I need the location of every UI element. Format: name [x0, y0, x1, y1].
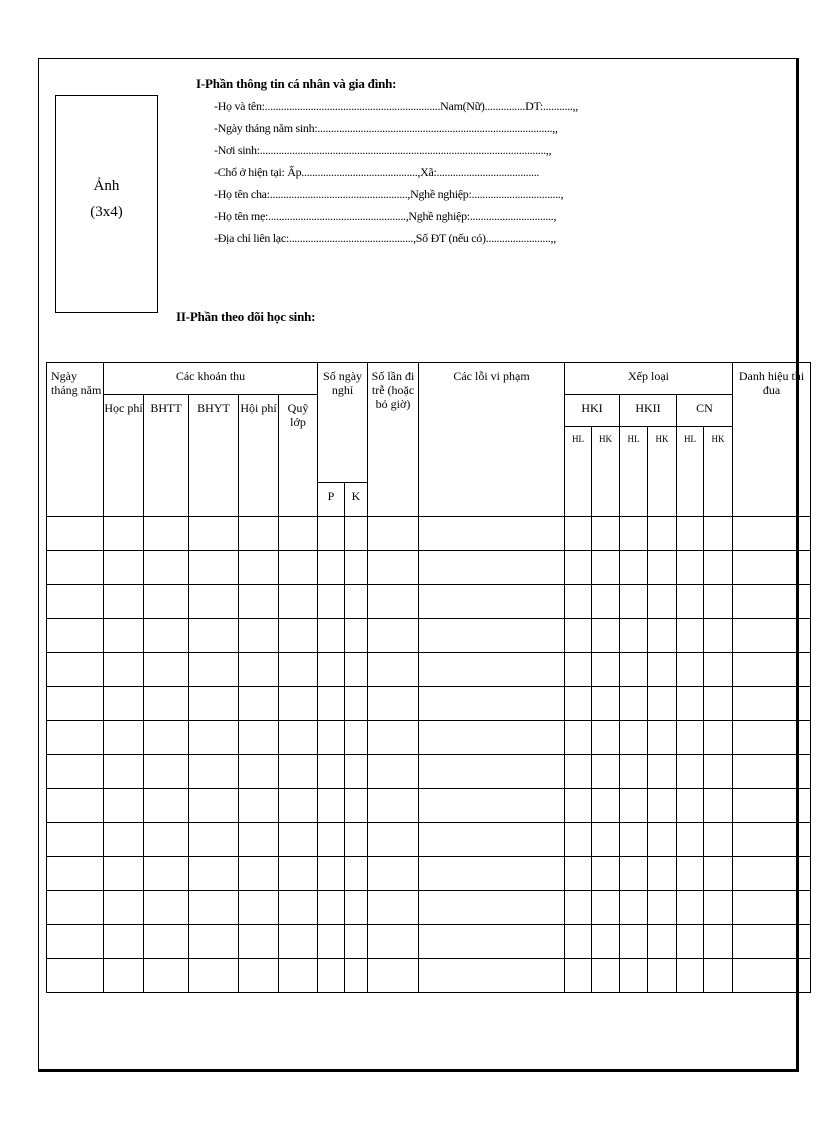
header-fee-assoc: Hội phí [239, 395, 279, 517]
table-cell[interactable] [104, 517, 144, 551]
table-cell[interactable] [345, 721, 368, 755]
table-cell[interactable] [733, 687, 811, 721]
table-cell[interactable] [279, 891, 318, 925]
table-cell[interactable] [345, 857, 368, 891]
table-cell[interactable] [648, 789, 677, 823]
table-cell[interactable] [279, 823, 318, 857]
info-line-address: -Chổ ở hiện tại: Ấp...........................................,Xã:...................................... [214, 165, 540, 179]
table-cell[interactable] [733, 925, 811, 959]
table-cell[interactable] [104, 687, 144, 721]
table-cell[interactable] [620, 789, 648, 823]
table-cell[interactable] [189, 687, 239, 721]
table-cell[interactable] [144, 891, 189, 925]
info-line-father: -Họ tên cha:...................................................,Nghề nghiệp:................................., [214, 187, 564, 201]
header-sub-hk: HK [592, 427, 620, 517]
header-sub-hk: HK [648, 427, 677, 517]
table-cell[interactable] [104, 857, 144, 891]
table-cell[interactable] [704, 653, 733, 687]
table-cell[interactable] [104, 653, 144, 687]
table-cell[interactable] [189, 585, 239, 619]
table-cell[interactable] [704, 891, 733, 925]
table-cell[interactable] [318, 619, 345, 653]
table-cell[interactable] [279, 687, 318, 721]
table-cell[interactable] [318, 925, 345, 959]
table-cell[interactable] [144, 687, 189, 721]
table-cell[interactable] [368, 959, 419, 993]
table-cell[interactable] [677, 585, 704, 619]
table-cell[interactable] [419, 619, 565, 653]
header-rank: Xếp loại [565, 363, 733, 395]
table-cell[interactable] [368, 891, 419, 925]
header-absent-k: K [345, 483, 368, 517]
table-cell[interactable] [189, 721, 239, 755]
table-cell[interactable] [104, 925, 144, 959]
table-cell[interactable] [648, 585, 677, 619]
table-cell[interactable] [592, 551, 620, 585]
table-cell[interactable] [239, 857, 279, 891]
table-cell[interactable] [733, 755, 811, 789]
table-cell[interactable] [565, 517, 592, 551]
table-cell[interactable] [620, 925, 648, 959]
table-cell[interactable] [279, 755, 318, 789]
table-cell[interactable] [419, 925, 565, 959]
table-cell[interactable] [592, 585, 620, 619]
table-cell[interactable] [279, 653, 318, 687]
table-cell[interactable] [318, 891, 345, 925]
header-sub-hl: HL [620, 427, 648, 517]
table-cell[interactable] [47, 857, 104, 891]
table-cell[interactable] [104, 551, 144, 585]
table-cell[interactable] [592, 891, 620, 925]
table-cell[interactable] [620, 585, 648, 619]
tracking-table [46, 362, 811, 993]
table-cell[interactable] [677, 789, 704, 823]
table-cell[interactable] [239, 891, 279, 925]
table-cell[interactable] [368, 721, 419, 755]
table-cell[interactable] [318, 755, 345, 789]
table-cell[interactable] [345, 585, 368, 619]
table-cell[interactable] [144, 755, 189, 789]
table-cell[interactable] [565, 551, 592, 585]
table-cell[interactable] [733, 721, 811, 755]
table-cell[interactable] [620, 891, 648, 925]
table-cell[interactable] [704, 959, 733, 993]
table-row[interactable] [47, 925, 811, 959]
table-cell[interactable] [368, 585, 419, 619]
header-absent: Số ngày nghỉ [318, 363, 368, 483]
header-absent-p: P [318, 483, 345, 517]
table-row[interactable] [47, 823, 811, 857]
table-cell[interactable] [279, 959, 318, 993]
table-cell[interactable] [419, 551, 565, 585]
table-cell[interactable] [368, 687, 419, 721]
header-violations: Các lỗi vi phạm [419, 363, 565, 517]
table-cell[interactable] [345, 653, 368, 687]
table-cell[interactable] [318, 823, 345, 857]
table-cell[interactable] [318, 517, 345, 551]
table-cell[interactable] [318, 959, 345, 993]
table-cell[interactable] [189, 619, 239, 653]
table-cell[interactable] [677, 687, 704, 721]
table-cell[interactable] [279, 925, 318, 959]
table-cell[interactable] [733, 823, 811, 857]
table-cell[interactable] [189, 925, 239, 959]
table-cell[interactable] [419, 891, 565, 925]
table-cell[interactable] [144, 653, 189, 687]
table-cell[interactable] [565, 959, 592, 993]
table-cell[interactable] [368, 857, 419, 891]
table-cell[interactable] [368, 551, 419, 585]
table-cell[interactable] [648, 959, 677, 993]
table-cell[interactable] [565, 823, 592, 857]
table-cell[interactable] [189, 789, 239, 823]
table-cell[interactable] [592, 687, 620, 721]
header-date: Ngày tháng năm [47, 363, 104, 517]
table-cell[interactable] [419, 789, 565, 823]
section1-title: I-Phần thông tin cá nhân và gia đình: [196, 76, 397, 91]
table-cell[interactable] [345, 925, 368, 959]
header-fee-bhyt: BHYT [189, 395, 239, 517]
table-cell[interactable] [189, 551, 239, 585]
table-cell[interactable] [733, 517, 811, 551]
table-cell[interactable] [592, 721, 620, 755]
table-cell[interactable] [144, 619, 189, 653]
table-cell[interactable] [47, 925, 104, 959]
table-cell[interactable] [104, 721, 144, 755]
header-term-cn: CN [677, 395, 733, 427]
table-cell[interactable] [677, 721, 704, 755]
table-cell[interactable] [565, 721, 592, 755]
table-row[interactable] [47, 517, 811, 551]
header-sub-hk: HK [704, 427, 733, 517]
table-cell[interactable] [144, 585, 189, 619]
table-cell[interactable] [592, 653, 620, 687]
table-cell[interactable] [47, 789, 104, 823]
table-cell[interactable] [733, 585, 811, 619]
table-cell[interactable] [565, 653, 592, 687]
table-cell[interactable] [733, 551, 811, 585]
table-row[interactable] [47, 721, 811, 755]
table-row[interactable] [47, 653, 811, 687]
table-cell[interactable] [648, 823, 677, 857]
table-cell[interactable] [419, 653, 565, 687]
table-cell[interactable] [318, 551, 345, 585]
table-row[interactable] [47, 857, 811, 891]
table-cell[interactable] [345, 891, 368, 925]
table-row[interactable] [47, 687, 811, 721]
table-cell[interactable] [144, 517, 189, 551]
table-cell[interactable] [419, 517, 565, 551]
table-cell[interactable] [368, 823, 419, 857]
table-cell[interactable] [592, 789, 620, 823]
table-cell[interactable] [704, 857, 733, 891]
table-cell[interactable] [565, 925, 592, 959]
table-cell[interactable] [239, 687, 279, 721]
table-cell[interactable] [368, 925, 419, 959]
table-cell[interactable] [677, 891, 704, 925]
table-body [47, 517, 811, 993]
table-cell[interactable] [419, 585, 565, 619]
photo-box [55, 95, 158, 313]
table-cell[interactable] [592, 959, 620, 993]
table-cell[interactable] [47, 959, 104, 993]
table-row[interactable] [47, 619, 811, 653]
table-cell[interactable] [648, 653, 677, 687]
table-cell[interactable] [677, 959, 704, 993]
table-cell[interactable] [565, 857, 592, 891]
info-line-birthplace: -Nơi sinh:..........................................................................................................,, [214, 143, 552, 157]
table-row[interactable] [47, 959, 811, 993]
table-cell[interactable] [648, 517, 677, 551]
table-cell[interactable] [239, 585, 279, 619]
info-line-name: -Họ và tên:.................................................................Nam(Nữ)...............DT:...........,, [214, 99, 579, 113]
table-cell[interactable] [419, 823, 565, 857]
table-cell[interactable] [677, 551, 704, 585]
table-cell[interactable] [704, 619, 733, 653]
table-cell[interactable] [144, 823, 189, 857]
table-cell[interactable] [345, 755, 368, 789]
table-cell[interactable] [419, 959, 565, 993]
table-cell[interactable] [47, 755, 104, 789]
table-cell[interactable] [648, 755, 677, 789]
table-cell[interactable] [104, 585, 144, 619]
table-cell[interactable] [279, 789, 318, 823]
table-cell[interactable] [189, 823, 239, 857]
table-cell[interactable] [620, 517, 648, 551]
table-cell[interactable] [677, 619, 704, 653]
table-cell[interactable] [648, 857, 677, 891]
table-cell[interactable] [189, 755, 239, 789]
table-cell[interactable] [620, 823, 648, 857]
table-cell[interactable] [318, 585, 345, 619]
table-cell[interactable] [592, 857, 620, 891]
table-cell[interactable] [345, 551, 368, 585]
table-cell[interactable] [592, 823, 620, 857]
table-cell[interactable] [733, 857, 811, 891]
table-cell[interactable] [279, 585, 318, 619]
table-cell[interactable] [368, 789, 419, 823]
table-cell[interactable] [239, 925, 279, 959]
info-line-contact: -Địa chỉ liên lạc:..............................................,Số ĐT (nếu có)........................,, [214, 231, 556, 245]
table-cell[interactable] [677, 517, 704, 551]
table-cell[interactable] [677, 755, 704, 789]
table-cell[interactable] [704, 823, 733, 857]
header-term-hki: HKI [565, 395, 620, 427]
table-cell[interactable] [104, 789, 144, 823]
table-cell[interactable] [189, 959, 239, 993]
table-cell[interactable] [239, 959, 279, 993]
table-cell[interactable] [318, 857, 345, 891]
table-cell[interactable] [565, 789, 592, 823]
table-cell[interactable] [318, 721, 345, 755]
table-cell[interactable] [704, 687, 733, 721]
table-cell[interactable] [47, 891, 104, 925]
table-cell[interactable] [279, 619, 318, 653]
table-cell[interactable] [345, 823, 368, 857]
table-cell[interactable] [345, 789, 368, 823]
header-fee-tuition: Học phí [104, 395, 144, 517]
table-cell[interactable] [648, 721, 677, 755]
table-cell[interactable] [677, 857, 704, 891]
table-cell[interactable] [47, 551, 104, 585]
table-cell[interactable] [239, 721, 279, 755]
table-cell[interactable] [318, 687, 345, 721]
table-cell[interactable] [318, 653, 345, 687]
table-cell[interactable] [368, 653, 419, 687]
table-cell[interactable] [620, 721, 648, 755]
table-cell[interactable] [104, 755, 144, 789]
table-cell[interactable] [239, 755, 279, 789]
table-cell[interactable] [565, 755, 592, 789]
table-cell[interactable] [345, 517, 368, 551]
table-cell[interactable] [419, 687, 565, 721]
header-fee-class: Quỹ lớp [279, 395, 318, 517]
table-cell[interactable] [144, 857, 189, 891]
table-cell[interactable] [104, 619, 144, 653]
table-cell[interactable] [620, 653, 648, 687]
table-cell[interactable] [104, 959, 144, 993]
table-cell[interactable] [704, 517, 733, 551]
table-cell[interactable] [47, 585, 104, 619]
table-cell[interactable] [620, 619, 648, 653]
table-cell[interactable] [733, 789, 811, 823]
header-term-hkii: HKII [620, 395, 677, 427]
table-cell[interactable] [733, 891, 811, 925]
photo-label: Ảnh [93, 178, 120, 194]
table-cell[interactable] [677, 653, 704, 687]
table-cell[interactable] [648, 687, 677, 721]
table-cell[interactable] [620, 959, 648, 993]
table-cell[interactable] [677, 925, 704, 959]
table-row[interactable] [47, 551, 811, 585]
table-cell[interactable] [419, 755, 565, 789]
table-cell[interactable] [279, 721, 318, 755]
table-cell[interactable] [620, 687, 648, 721]
table-row[interactable] [47, 755, 811, 789]
table-cell[interactable] [345, 687, 368, 721]
table-cell[interactable] [704, 755, 733, 789]
table-cell[interactable] [648, 925, 677, 959]
table-cell[interactable] [47, 721, 104, 755]
table-cell[interactable] [677, 823, 704, 857]
table-cell[interactable] [733, 619, 811, 653]
header-sub-hl: HL [565, 427, 592, 517]
table-cell[interactable] [239, 551, 279, 585]
table-cell[interactable] [368, 517, 419, 551]
table-cell[interactable] [144, 551, 189, 585]
photo-size: (3x4) [90, 204, 123, 220]
table-cell[interactable] [704, 721, 733, 755]
table-cell[interactable] [704, 551, 733, 585]
table-cell[interactable] [279, 857, 318, 891]
table-cell[interactable] [239, 517, 279, 551]
table-cell[interactable] [239, 619, 279, 653]
table-row[interactable] [47, 789, 811, 823]
table-cell[interactable] [592, 517, 620, 551]
table-cell[interactable] [189, 857, 239, 891]
table-cell[interactable] [592, 925, 620, 959]
table-cell[interactable] [704, 925, 733, 959]
table-cell[interactable] [368, 755, 419, 789]
table-cell[interactable] [318, 789, 345, 823]
table-cell[interactable] [47, 517, 104, 551]
header-title: Danh hiệu thi đua [733, 363, 811, 517]
table-cell[interactable] [104, 891, 144, 925]
table-cell[interactable] [648, 551, 677, 585]
info-line-birthdate: -Ngày tháng năm sinh:.......................................................................................,, [214, 121, 558, 135]
table-cell[interactable] [733, 959, 811, 993]
table-cell[interactable] [419, 857, 565, 891]
table-row[interactable] [47, 891, 811, 925]
table-row[interactable] [47, 585, 811, 619]
table-cell[interactable] [565, 891, 592, 925]
table-cell[interactable] [648, 619, 677, 653]
table-cell[interactable] [345, 959, 368, 993]
table-cell[interactable] [565, 687, 592, 721]
table-cell[interactable] [47, 619, 104, 653]
table-cell[interactable] [239, 823, 279, 857]
header-late: Số lần đi trễ (hoặc bỏ giờ) [368, 363, 419, 517]
table-cell[interactable] [144, 789, 189, 823]
table-cell[interactable] [47, 653, 104, 687]
table-cell[interactable] [368, 619, 419, 653]
header-fees: Các khoản thu [104, 363, 318, 395]
table-cell[interactable] [239, 789, 279, 823]
table-cell[interactable] [592, 619, 620, 653]
table-cell[interactable] [592, 755, 620, 789]
section2-title: II-Phần theo dõi học sinh: [176, 309, 316, 324]
table-cell[interactable] [345, 619, 368, 653]
table-cell[interactable] [144, 925, 189, 959]
table-cell[interactable] [47, 687, 104, 721]
table-cell[interactable] [419, 721, 565, 755]
table-cell[interactable] [620, 755, 648, 789]
table-cell[interactable] [648, 891, 677, 925]
table-cell[interactable] [704, 585, 733, 619]
header-sub-hl: HL [677, 427, 704, 517]
table-cell[interactable] [189, 653, 239, 687]
table-cell[interactable] [620, 857, 648, 891]
table-cell[interactable] [47, 823, 104, 857]
table-cell[interactable] [565, 585, 592, 619]
table-cell[interactable] [189, 891, 239, 925]
table-cell[interactable] [704, 789, 733, 823]
table-cell[interactable] [733, 653, 811, 687]
table-cell[interactable] [279, 517, 318, 551]
table-cell[interactable] [144, 721, 189, 755]
table-cell[interactable] [189, 517, 239, 551]
header-fee-bhtt: BHTT [144, 395, 189, 517]
table-cell[interactable] [620, 551, 648, 585]
table-cell[interactable] [239, 653, 279, 687]
table-cell[interactable] [279, 551, 318, 585]
table-cell[interactable] [104, 823, 144, 857]
table-cell[interactable] [565, 619, 592, 653]
info-line-mother: -Họ tên mẹ:...................................................,Nghề nghiệp:..............................., [214, 209, 557, 223]
table-cell[interactable] [144, 959, 189, 993]
